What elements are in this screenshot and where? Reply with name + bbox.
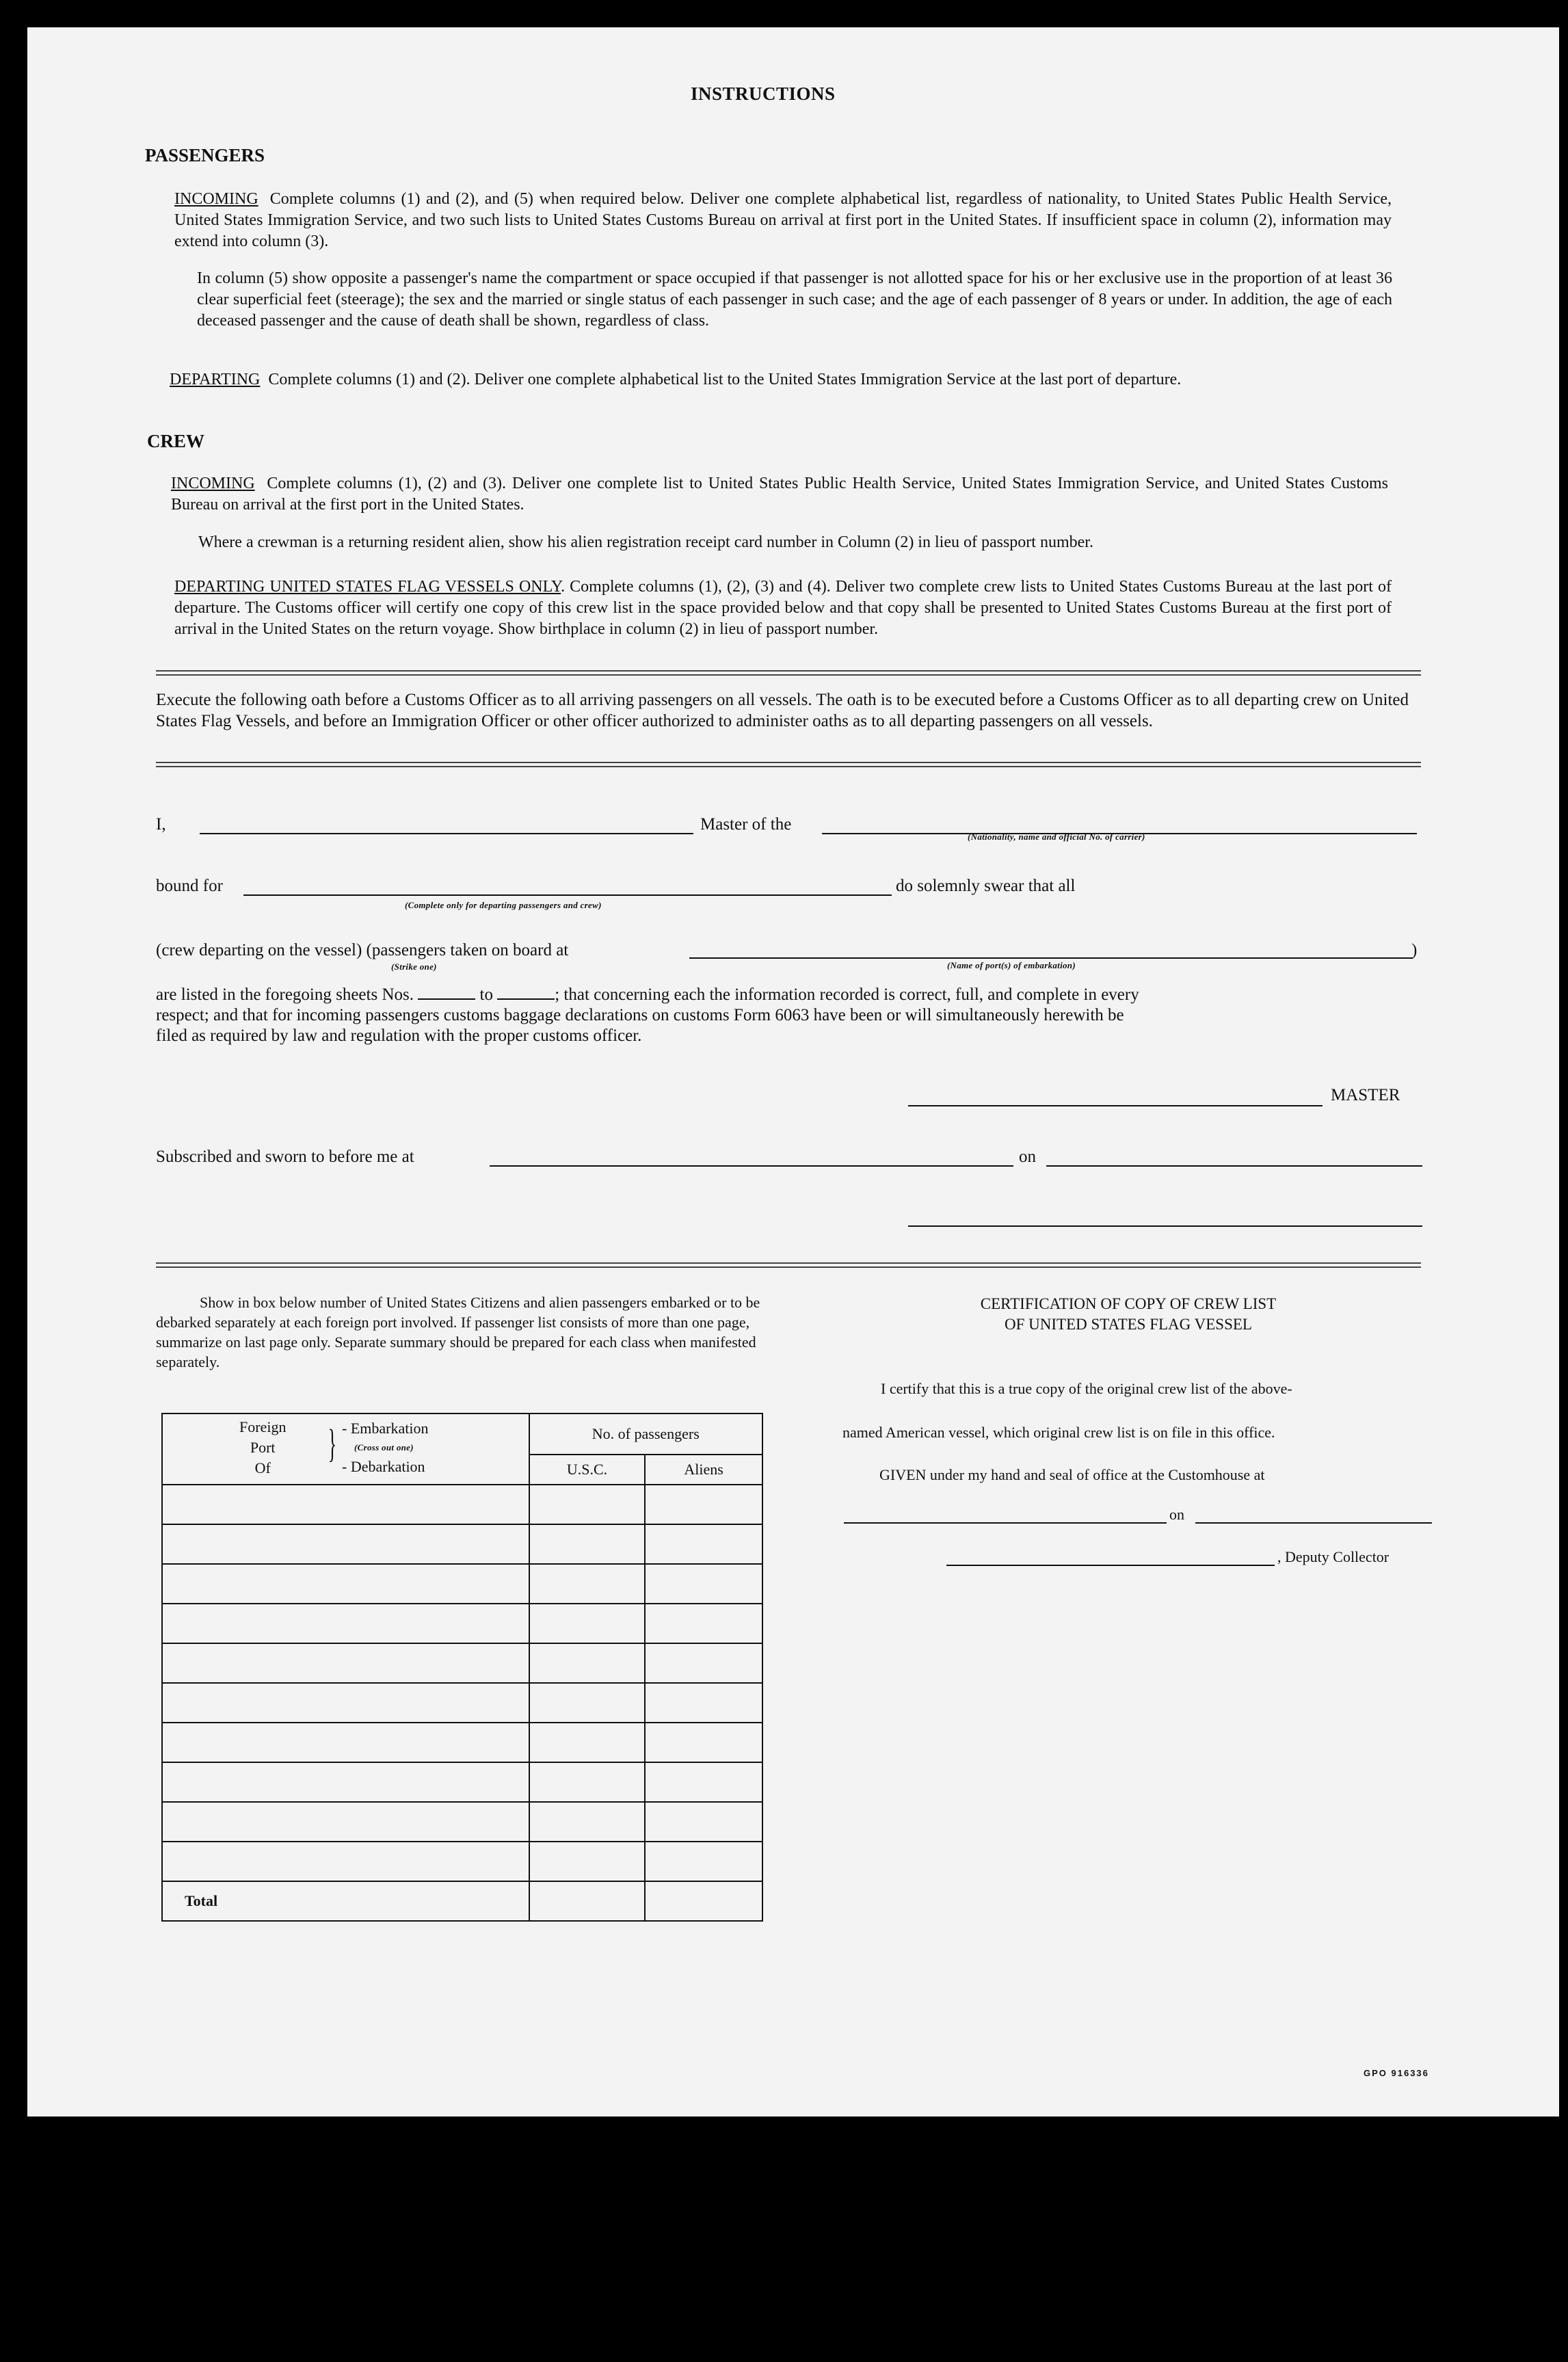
subscribed-label: Subscribed and sworn to before me at: [156, 1147, 414, 1166]
summary-instructions: Show in box below number of United States Citizens and alien passengers embarked or to be debarked separately at each foreign port involved. If passenger list consists of more than one page, summarize on last page only. Separate summary should be prepared for each class when manifested separately.: [156, 1294, 760, 1370]
port-cell[interactable]: [162, 1564, 529, 1604]
ports-note: (Name of port(s) of embarkation): [947, 960, 1076, 970]
departing-text: Complete columns (1) and (2). Deliver one complete alphabetical list to the United States Immigration Service at the last port of departure.: [268, 371, 1182, 388]
port-cell[interactable]: [162, 1762, 529, 1802]
port-cell[interactable]: [162, 1842, 529, 1881]
incoming-text: Complete columns (1) and (2), and (5) when required below. Deliver one complete alphabetical list, regardless of nationality, to United States Public Health Service, United States Immigration Service, and two such lists to United States Customs Bureau on arrival at first port in the United States. If insufficient space in column (2), information may extend into column (3).: [174, 190, 1392, 250]
cert-on-label: on: [1169, 1506, 1184, 1523]
aliens-cell[interactable]: [645, 1485, 762, 1524]
usc-cell[interactable]: [529, 1723, 646, 1762]
cross-out-note: (Cross out one): [354, 1442, 414, 1452]
aliens-cell[interactable]: [645, 1683, 762, 1723]
debarkation-option[interactable]: - Debarkation: [342, 1458, 425, 1475]
aliens-cell[interactable]: [645, 1524, 762, 1564]
certify-line-3: GIVEN under my hand and seal of office at the Customhouse at: [879, 1466, 1265, 1483]
crew-incoming-text: Complete columns (1), (2) and (3). Deliver one complete list to United States Public Health Service, United States Immigration Service, and United States Customs Bureau on arrival at the first port in the United States.: [171, 475, 1388, 514]
aliens-cell[interactable]: [645, 1762, 762, 1802]
usc-cell[interactable]: [529, 1564, 646, 1604]
port-cell[interactable]: [162, 1485, 529, 1524]
total-aliens-cell[interactable]: [645, 1881, 762, 1921]
incoming-label: INCOMING: [174, 190, 258, 208]
port-cell[interactable]: [162, 1643, 529, 1683]
column5-paragraph: In column (5) show opposite a passenger's name the compartment or space occupied if that passenger is not allotted space for his or her exclusive use in the proportion of at least 36 clear superficial feet (steerage); the sex and the married or single status of each passenger in such case; and the age of each passenger of 8 years or under. In addition, the age of each deceased passenger and the cause of death shall be shown, regardless of class.: [197, 269, 1392, 330]
deputy-collector-label: , Deputy Collector: [1277, 1548, 1390, 1565]
foreign-port-of: [239, 1417, 286, 1478]
passengers-departing-paragraph: [170, 369, 1392, 390]
listed-text-line2: respect; and that for incoming passengers customs baggage declarations on customs Form 6063 have been or will simultaneously herewith be: [156, 1006, 1124, 1024]
aliens-cell[interactable]: [645, 1643, 762, 1683]
bound-for-note: (Complete only for departing passengers and crew): [405, 900, 602, 910]
usc-cell[interactable]: [529, 1762, 646, 1802]
crew-heading: CREW: [147, 431, 205, 451]
cert-date-field[interactable]: [1195, 1522, 1432, 1524]
listed-sheets-paragraph: [156, 985, 1421, 1046]
certify-line-1: I certify that this is a true copy of the original crew list of the above-: [881, 1380, 1292, 1397]
of-label: Of: [254, 1459, 271, 1476]
sworn-place-field[interactable]: [490, 1165, 1013, 1167]
total-usc-cell[interactable]: [529, 1881, 646, 1921]
resident-alien-paragraph: Where a crewman is a returning resident alien, show his alien registration receipt card number in Column (2) in lieu of passport number.: [198, 533, 1093, 551]
customhouse-field[interactable]: [844, 1522, 1167, 1524]
listed-text-start: are listed in the foregoing sheets Nos.: [156, 985, 414, 1004]
total-label: Total: [162, 1881, 529, 1921]
strike-one-note: (Strike one): [391, 961, 437, 972]
brace-icon: }: [328, 1421, 337, 1465]
listed-text-middle: ; that concerning each the information recorded is correct, full, and complete in every: [555, 985, 1139, 1004]
certify-line-2: named American vessel, which original crew list is on file in this office.: [842, 1424, 1275, 1441]
usc-cell[interactable]: [529, 1485, 646, 1524]
embarkation-option[interactable]: - Embarkation: [342, 1420, 429, 1437]
aliens-cell[interactable]: [645, 1604, 762, 1643]
no-passengers-header: No. of passengers: [529, 1414, 762, 1455]
aliens-cell[interactable]: [645, 1802, 762, 1842]
nationality-note: (Nationality, name and official No. of carrier): [968, 832, 1145, 842]
master-of-label: Master of the: [700, 815, 792, 834]
swear-label: do solemnly swear that all: [896, 877, 1076, 895]
usc-cell[interactable]: [529, 1683, 646, 1723]
page-title: INSTRUCTIONS: [691, 83, 836, 104]
embark-debark-options: [342, 1418, 428, 1477]
master-signature-field[interactable]: [908, 1105, 1323, 1106]
port-cell[interactable]: [162, 1723, 529, 1762]
certification-title-line2: OF UNITED STATES FLAG VESSEL: [1005, 1316, 1252, 1333]
master-name-field[interactable]: [200, 833, 693, 834]
aliens-cell[interactable]: [645, 1842, 762, 1881]
aliens-header: Aliens: [645, 1455, 762, 1485]
crew-incoming-label: INCOMING: [171, 475, 255, 492]
passengers-incoming-paragraph: [174, 189, 1392, 252]
usc-header: U.S.C.: [529, 1455, 646, 1485]
sheet-to-field[interactable]: [497, 998, 555, 1000]
listed-text-line3: filed as required by law and regulation with the proper customs officer.: [156, 1026, 642, 1045]
port-cell[interactable]: [162, 1604, 529, 1643]
ports-embarkation-field[interactable]: [689, 957, 1413, 959]
port-header-cell: [162, 1414, 529, 1485]
port-cell[interactable]: [162, 1683, 529, 1723]
officer-signature-field[interactable]: [908, 1225, 1422, 1227]
certification-title-line1: CERTIFICATION OF COPY OF CREW LIST: [980, 1295, 1277, 1312]
departing-label: DEPARTING: [170, 371, 261, 388]
sworn-date-field[interactable]: [1046, 1165, 1422, 1167]
foreign-label: Foreign: [239, 1418, 287, 1435]
sheet-from-field[interactable]: [418, 998, 475, 1000]
sworn-on-label: on: [1019, 1147, 1036, 1166]
crew-departing-text: . Complete columns (1), (2), (3) and (4). Deliver two complete crew lists to United States Customs Bureau at the last port of departure. The Customs officer will certify one copy of this crew list in the space provided below and that copy shall be presented to United States Customs Bureau at the first port of arrival in the United States on the return voyage. Show birthplace in column (2) in lieu of passport number.: [174, 578, 1392, 638]
usc-cell[interactable]: [529, 1643, 646, 1683]
i-label: I,: [156, 815, 166, 834]
crew-departing-label: (crew departing on the vessel) (passengers taken on board at: [156, 941, 569, 959]
divider-3: [156, 1262, 1421, 1268]
crew-departing-label: DEPARTING UNITED STATES FLAG VESSELS ONLY: [174, 578, 561, 596]
deputy-signature-field[interactable]: [946, 1565, 1275, 1566]
port-cell[interactable]: [162, 1802, 529, 1842]
passengers-heading: PASSENGERS: [145, 145, 265, 165]
port-label: Port: [250, 1439, 276, 1456]
crew-departing-paragraph: [174, 576, 1392, 640]
aliens-cell[interactable]: [645, 1723, 762, 1762]
usc-cell[interactable]: [529, 1524, 646, 1564]
usc-cell[interactable]: [529, 1802, 646, 1842]
gpo-footer: GPO 916336: [1364, 2068, 1429, 2078]
listed-to: to: [479, 985, 493, 1004]
bound-for-field[interactable]: [243, 894, 892, 896]
oath-instructions: Execute the following oath before a Customs Officer as to all arriving passengers on all vessels. The oath is to be executed before a Customs Officer as to all departing crew on United States Flag Vessels, and before an Immigration Officer or other officer authorized to administer oaths as to all departing passengers on all vessels.: [156, 691, 1409, 730]
certification-title: [821, 1294, 1436, 1335]
divider-2: [156, 762, 1421, 767]
crew-incoming-paragraph: [171, 473, 1388, 516]
aliens-cell[interactable]: [645, 1564, 762, 1604]
close-paren: ): [1411, 941, 1418, 959]
usc-cell[interactable]: [529, 1842, 646, 1881]
port-cell[interactable]: [162, 1524, 529, 1564]
bound-for-label: bound for: [156, 877, 223, 895]
divider-1: [156, 670, 1421, 676]
usc-cell[interactable]: [529, 1604, 646, 1643]
master-label: MASTER: [1331, 1086, 1400, 1104]
passenger-summary-table: [161, 1413, 763, 1922]
